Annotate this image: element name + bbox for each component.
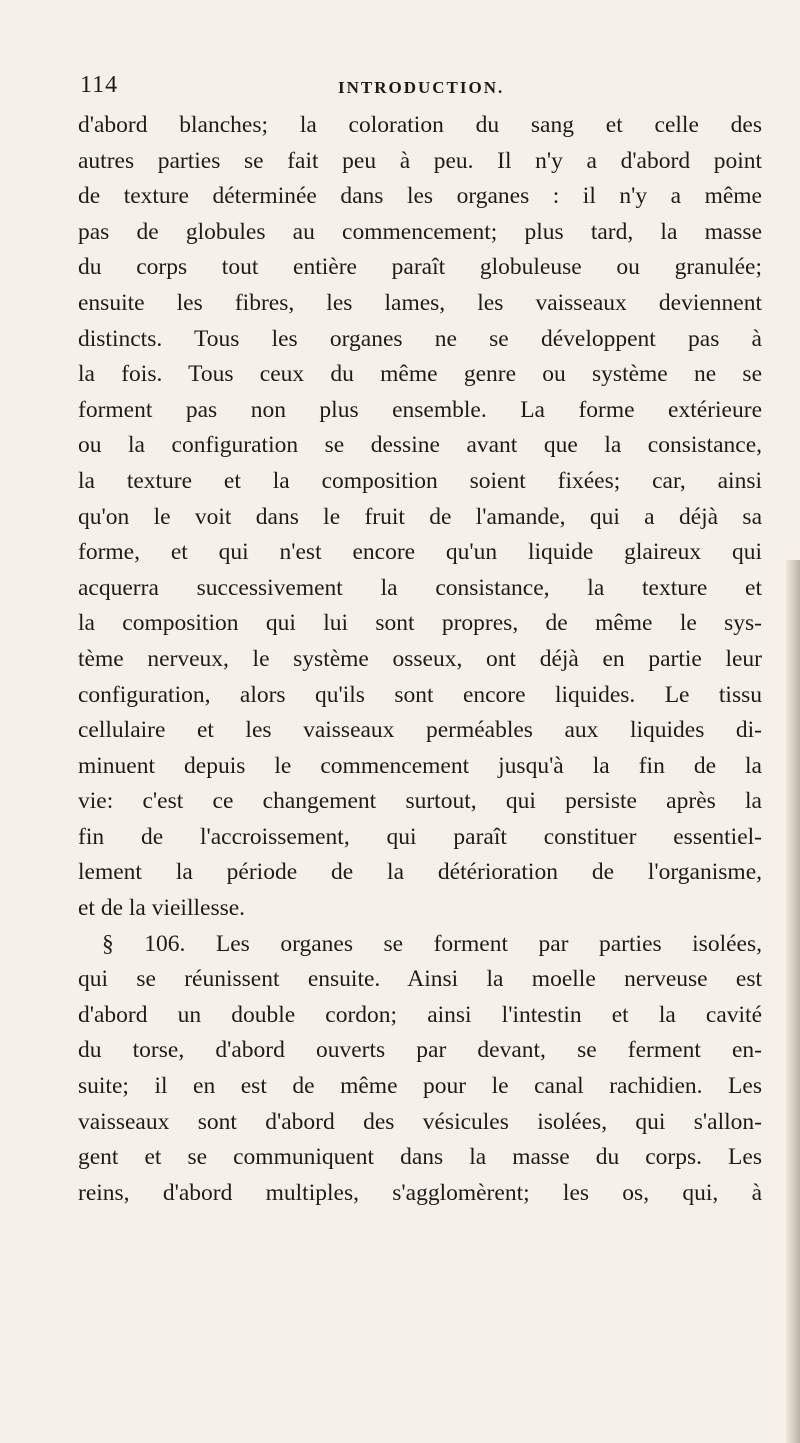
page-edge [786,560,800,1443]
text-line: d'abord un double cordon; ainsi l'intestin et la cavité [78,1001,762,1028]
text-line: suite; il en est de même pour le canal rachidien. Les [78,1073,762,1100]
text-line: vaisseaux sont d'abord des vésicules isolées, qui s'allon- [78,1108,762,1135]
text-line: fin de l'accroissement, qui paraît constituer essentiel- [78,823,762,850]
text-line: acquerra successivement la consistance, la texture et [78,574,762,601]
running-title: INTRODUCTION. [338,78,505,97]
text-line: reins, d'abord multiples, s'agglomèrent; les os, qui, à [78,1179,762,1206]
text-line: forment pas non plus ensemble. La forme extérieure [78,396,762,423]
text-line: pas de globules au commencement; plus tard, la masse [78,218,762,245]
text-line: lement la période de la détérioration de l'organisme, [78,859,762,886]
text-line: minuent depuis le commencement jusqu'à la fin de la [78,752,762,779]
text-line: autres parties se fait peu à peu. Il n'y a d'abord point [78,147,762,174]
text-line: du torse, d'abord ouverts par devant, se ferment en- [78,1037,762,1064]
text-line: gent et se communiquent dans la masse du corps. Les [78,1144,762,1171]
text-line: configuration, alors qu'ils sont encore liquides. Le tissu [78,681,762,708]
page-number: 114 [80,72,119,98]
running-head [80,72,740,102]
text-line: qui se réunissent ensuite. Ainsi la moelle nerveuse est [78,966,762,993]
text-line: la composition qui lui sont propres, de même le sys- [78,610,762,637]
text-line: qu'on le voit dans le fruit de l'amande, qui a déjà sa [78,503,762,530]
section-106-start: § 106. Les organes se forment par parties isolées, [102,930,762,957]
text-line: de texture déterminée dans les organes : il n'y a même [78,183,762,210]
text-line: vie: c'est ce changement surtout, qui persiste après la [78,788,762,815]
text-line: ou la configuration se dessine avant que la consistance, [78,432,762,459]
text-line: la texture et la composition soient fixées; car, ainsi [78,467,762,494]
text-line: d'abord blanches; la coloration du sang et celle des [78,112,762,138]
text-line: ensuite les fibres, les lames, les vaisseaux deviennent [78,289,762,316]
text-line: distincts. Tous les organes ne se développent pas à [78,325,762,352]
text-line: du corps tout entière paraît globuleuse ou granulée; [78,254,762,281]
paragraph-end-line: et de la vieillesse. [78,895,246,922]
body-text [78,108,762,1211]
text-line: la fois. Tous ceux du même genre ou système ne se [78,361,762,388]
text-line: forme, et qui n'est encore qu'un liquide glaireux qui [78,539,762,566]
text-line: cellulaire et les vaisseaux perméables aux liquides di- [78,717,762,744]
text-line: tème nerveux, le système osseux, ont déjà en partie leur [78,645,762,672]
